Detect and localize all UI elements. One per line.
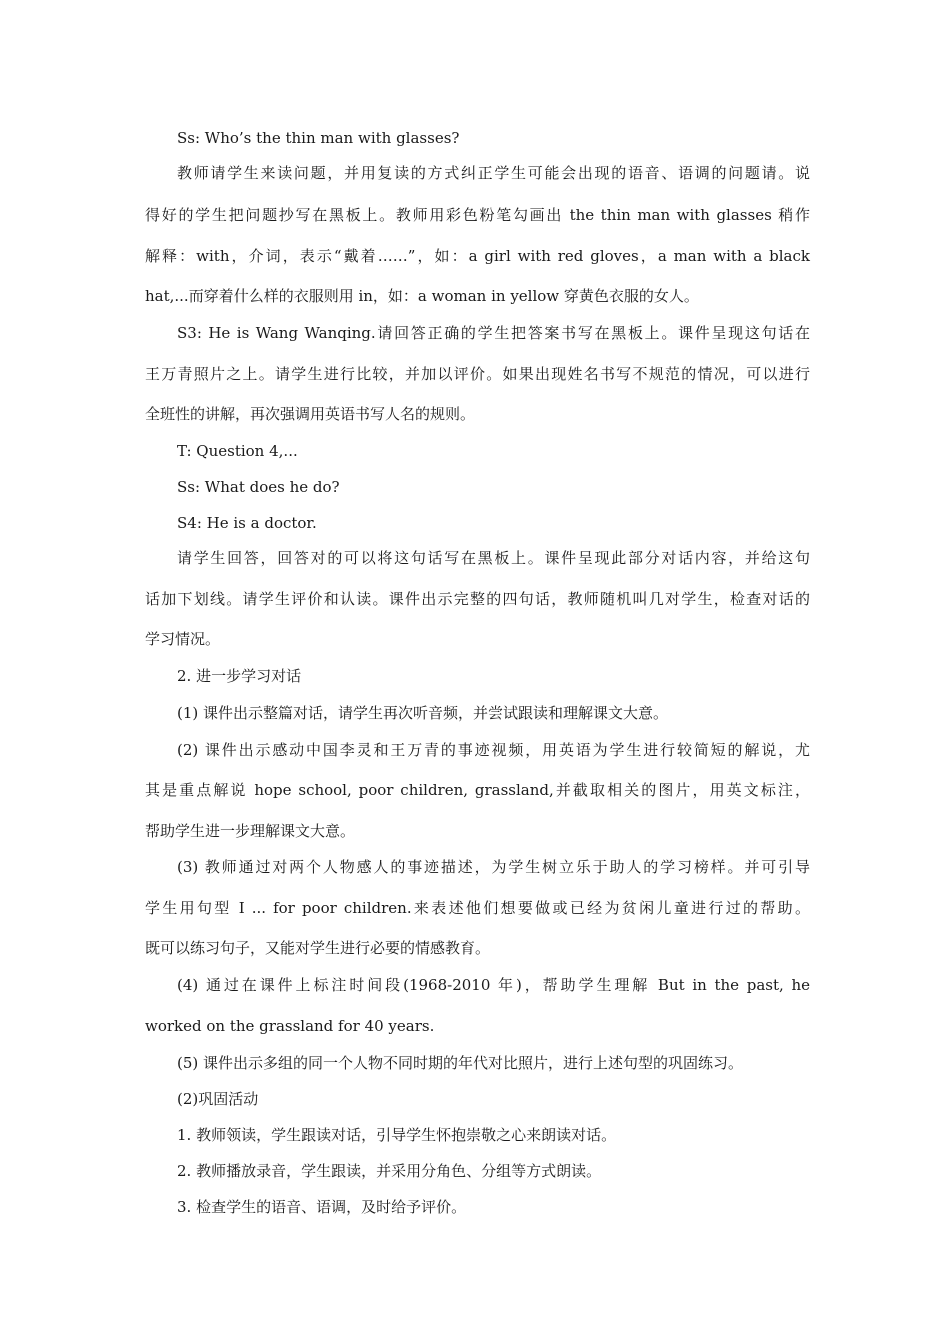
text-line: 学生用句型 I ... for poor children.来表述他们想要做或已经为贫闲儿童进行过的帮助。 [145, 899, 810, 917]
text-line: 教师请学生来读问题，并用复读的方式纠正学生可能会出现的语音、语调的问题请。说 [177, 164, 810, 182]
text-line: hat,...而穿着什么样的衣服则用 in，如：a woman in yellow 穿黄色衣服的女人。 [145, 287, 699, 305]
text-line: 帮助学生进一步理解课文大意。 [145, 822, 356, 840]
text-line: 2. 教师播放录音，学生跟读，并采用分角色、分组等方式朗读。 [177, 1162, 602, 1180]
text-line: worked on the grassland for 40 years. [145, 1017, 435, 1035]
text-line: 既可以练习句子，又能对学生进行必要的情感教育。 [145, 939, 491, 957]
text-line: 3. 检查学生的语音、语调，及时给予评价。 [177, 1198, 467, 1216]
text-line: (4) 通过在课件上标注时间段(1968-2010 年)，帮助学生理解 But in the past, he [177, 976, 810, 994]
section-heading: 2. 进一步学习对话 [177, 667, 302, 685]
text-line: 话加下划线。请学生评价和认读。课件出示完整的四句话，教师随机叫几对学生，检查对话的 [145, 590, 810, 608]
text-line: Ss: Who’s the thin man with glasses? [177, 129, 460, 147]
text-line: 其是重点解说 hope school, poor children, grassland,并截取相关的图片，用英文标注， [145, 781, 810, 799]
text-line: 得好的学生把问题抄写在黑板上。教师用彩色粉笔勾画出 the thin man with glasses 稍作 [145, 206, 810, 224]
text-line: Ss: What does he do? [177, 478, 340, 496]
text-line: (5) 课件出示多组的同一个人物不同时期的年代对比照片，进行上述句型的巩固练习。 [177, 1054, 744, 1072]
text-line: 全班性的讲解，再次强调用英语书写人名的规则。 [145, 405, 476, 423]
text-line: (3) 教师通过对两个人物感人的事迹描述，为学生树立乐于助人的学习榜样。并可引导 [177, 858, 810, 876]
section-heading: (2)巩固活动 [177, 1090, 259, 1108]
text-line: 学习情况。 [145, 630, 221, 648]
text-line: S4: He is a doctor. [177, 514, 317, 532]
text-line: (2) 课件出示感动中国李灵和王万青的事迹视频，用英语为学生进行较简短的解说，尤 [177, 741, 810, 759]
text-line: (1) 课件出示整篇对话，请学生再次听音频，并尝试跟读和理解课文大意。 [177, 704, 669, 722]
text-line: S3: He is Wang Wanqing.请回答正确的学生把答案书写在黑板上。课件呈现这句话在 [177, 324, 810, 342]
text-line: 1. 教师领读，学生跟读对话，引导学生怀抱崇敬之心来朗读对话。 [177, 1126, 617, 1144]
text-line: T: Question 4,... [177, 442, 298, 460]
text-line: 王万青照片之上。请学生进行比较，并加以评价。如果出现姓名书写不规范的情况，可以进行 [145, 365, 810, 383]
text-line: 请学生回答，回答对的可以将这句话写在黑板上。课件呈现此部分对话内容，并给这句 [177, 549, 810, 567]
text-line: 解释：with，介词，表示“戴着……”，如：a girl with red gloves，a man with a black [145, 247, 810, 265]
